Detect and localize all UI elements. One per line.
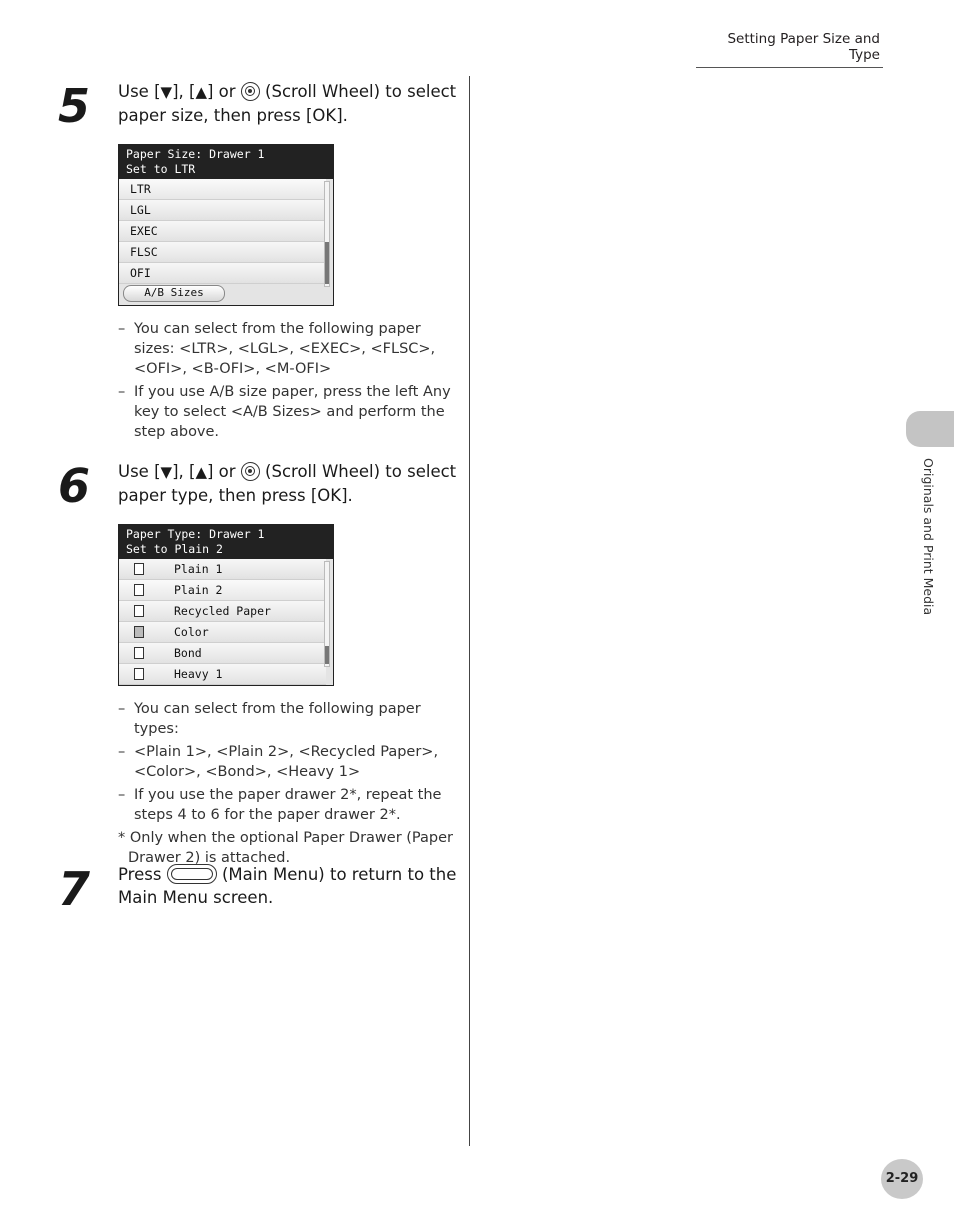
color-paper-icon: [134, 626, 144, 638]
scroll-wheel-icon: [241, 82, 260, 101]
ab-sizes-button[interactable]: A/B Sizes: [123, 285, 225, 302]
screen-title: Paper Size: Drawer 1: [126, 147, 265, 161]
step-6-notes: [118, 699, 463, 868]
screen-status: Set to LTR: [126, 162, 196, 176]
plain-paper-2-icon: [134, 584, 144, 596]
screen-title: Paper Type: Drawer 1: [126, 527, 265, 541]
step-5-text-d: (Scroll Wheel) to select paper size, then press [OK].: [118, 82, 457, 125]
down-arrow-icon: ▼: [160, 463, 173, 481]
step-7-instruction: [118, 863, 458, 909]
step-5-notes: [118, 319, 463, 445]
list-item: – <Plain 1>, <Plain 2>, <Recycled Paper>, <Color>, <Bond>, <Heavy 1>: [118, 744, 439, 780]
up-arrow-icon: ▲: [195, 463, 207, 481]
header-title: Setting Paper Size and Type: [696, 31, 883, 68]
list-item[interactable]: Plain 2: [119, 580, 326, 601]
scroll-wheel-icon: [241, 462, 260, 481]
chapter-label: Originals and Print Media: [921, 458, 936, 616]
screen-header: [119, 525, 333, 559]
step-6-text-b: ], [: [172, 462, 196, 481]
step-6-text-c: ] or: [206, 462, 236, 481]
step-7-text-a: Press: [118, 865, 162, 884]
list-item[interactable]: Bond: [119, 643, 326, 664]
list-item[interactable]: EXEC: [119, 221, 326, 242]
scrollbar[interactable]: [324, 561, 330, 667]
step-5-text-b: ], [: [172, 82, 196, 101]
page-number: 2-29: [881, 1159, 923, 1199]
column-divider: [469, 76, 470, 1146]
footnote: * Only when the optional Paper Drawer (Paper Drawer 2) is attached.: [118, 830, 453, 866]
step-7-text-b: (Main Menu) to return to the Main Menu screen.: [118, 865, 457, 907]
list-item[interactable]: LGL: [119, 200, 326, 221]
chapter-tab: [906, 411, 954, 447]
step-7-number: 7: [58, 862, 89, 916]
plain-paper-icon: [134, 563, 144, 575]
list-item[interactable]: Color: [119, 622, 326, 643]
step-6-text-a: Use [: [118, 462, 161, 481]
screen-header: [119, 145, 333, 179]
main-menu-key-icon: [167, 864, 217, 884]
heavy-paper-icon: [134, 668, 144, 680]
up-arrow-icon: ▲: [195, 83, 207, 101]
step-5-text-c: ] or: [206, 82, 236, 101]
screen-status: Set to Plain 2: [126, 542, 223, 556]
list-item[interactable]: FLSC: [119, 242, 326, 263]
scrollbar[interactable]: [324, 181, 330, 287]
list-item[interactable]: Plain 1: [119, 559, 326, 580]
step-6-number: 6: [58, 459, 89, 513]
list-item[interactable]: OFI: [119, 263, 326, 284]
step-5-number: 5: [58, 79, 89, 133]
bond-paper-icon: [134, 647, 144, 659]
down-arrow-icon: ▼: [160, 83, 173, 101]
list-item: – If you use the paper drawer 2*, repeat the steps 4 to 6 for the paper drawer 2*.: [118, 787, 442, 823]
step-6-instruction: [118, 460, 458, 507]
paper-size-screen: [118, 144, 334, 306]
list-item: – If you use A/B size paper, press the left Any key to select <A/B Sizes> and perform the step above.: [118, 384, 451, 440]
step-5-text-a: Use [: [118, 82, 161, 101]
step-6-text-d: (Scroll Wheel) to select paper type, then press [OK].: [118, 462, 457, 505]
list-item[interactable]: Recycled Paper: [119, 601, 326, 622]
step-5-instruction: [118, 80, 458, 127]
list-item: – You can select from the following paper sizes: <LTR>, <LGL>, <EXEC>, <FLSC>, <OFI>, <B-OFI>, <M-OFI>: [118, 321, 436, 377]
list-item: – You can select from the following paper types:: [118, 701, 421, 737]
list-item[interactable]: LTR: [119, 179, 326, 200]
paper-type-screen: [118, 524, 334, 686]
recycled-paper-icon: [134, 605, 144, 617]
list-item[interactable]: Heavy 1: [119, 664, 326, 685]
